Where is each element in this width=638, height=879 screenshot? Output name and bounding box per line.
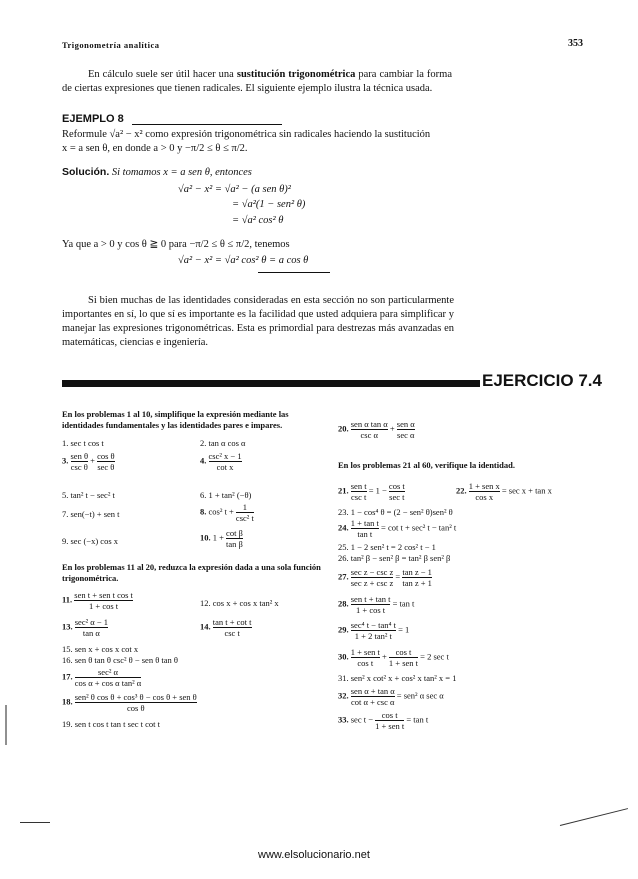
intro-paragraph [62, 68, 452, 96]
numerator: sen α tan α [350, 419, 388, 429]
body-paragraph: Si bien muchas de las identidades consideradas en esta sección no son particularmente importantes en sí, lo que sí es importante es la facilidad que usted adquiera para simplificar y manejar las expresiones trigonométricas. Esta es primordial para destrezas más avanzadas en matemáticas, ciencias e ingeniería. [62, 295, 454, 348]
problem-14 [200, 617, 252, 638]
denominator: cot α + csc α [350, 697, 395, 707]
denominator: csc² t [235, 513, 254, 523]
problem-32 [338, 686, 444, 707]
numerator: sen² θ cos θ + cos³ θ − cos θ + sen θ [74, 692, 197, 702]
problem-1: 1. sec t cos t [62, 438, 104, 448]
problem-10-text: 1 + [212, 532, 224, 543]
problem-8 [200, 502, 254, 523]
fraction [402, 567, 432, 588]
problem-32-text: = sen² α sec α [396, 690, 444, 701]
fraction [226, 528, 243, 549]
problem-11-number: 11. [62, 594, 73, 605]
problem-18-number: 18. [62, 696, 73, 707]
numerator: tan t + cot t [212, 617, 252, 627]
fraction [351, 620, 396, 641]
denominator: sec θ [97, 462, 115, 472]
problem-30-text: = 2 sec t [420, 651, 449, 662]
problem-7: 7. sen(−t) + sen t [62, 509, 120, 519]
denominator: csc α [351, 429, 388, 440]
numerator: cos t [381, 710, 398, 720]
denominator: sec t [389, 492, 405, 502]
fraction [351, 518, 379, 539]
scan-line-left [20, 822, 50, 823]
denominator: cos α + cos α tan² α [74, 678, 142, 688]
problem-25: 25. 1 − 2 sen² t = 2 cos² t − 1 [338, 542, 436, 552]
problem-31: 31. sen² x cot² x + cos² x tan² x = 1 [338, 673, 457, 683]
example-underline [132, 124, 282, 125]
problem-33-number: 33. [338, 714, 349, 725]
problem-20-number: 20. [338, 423, 349, 434]
denominator: tan z + 1 [402, 578, 432, 588]
denominator: cos x [469, 491, 500, 502]
problem-29 [338, 620, 409, 641]
numerator: sec² α − 1 [74, 617, 109, 627]
footer-url: www.elsolucionario.net [258, 849, 370, 861]
fraction [351, 419, 388, 440]
instructions-set-2: En los problemas 11 al 20, reduzca la expresión dada a una sola función trigonométrica. [62, 562, 321, 583]
problem-30-number: 30. [338, 651, 349, 662]
exercise-title: EJERCICIO 7.4 [482, 371, 602, 390]
problem-29-number: 29. [338, 624, 349, 635]
denominator: cos θ [75, 702, 197, 713]
intro-bold-term: sustitución trigonométrica [236, 69, 356, 80]
page-number: 353 [568, 38, 583, 49]
denominator: sec α [397, 430, 415, 440]
problem-29-text: = 1 [398, 624, 410, 635]
numerator: cos t [395, 647, 412, 657]
denominator: sec z + csc z [350, 578, 394, 588]
exercise-banner-bar [62, 380, 480, 387]
problem-10-number: 10. [200, 532, 211, 543]
fraction [74, 590, 133, 611]
fraction [351, 647, 380, 668]
numerator: csc² x − 1 [208, 451, 242, 461]
problem-15: 15. sen x + cos x cot x [62, 644, 139, 654]
problem-21-text: = 1 − [368, 485, 387, 496]
problem-8-text: cos² t + [208, 506, 234, 517]
example-statement-2: x = a sen θ, en donde a > 0 y −π/2 ≤ θ ≤ π/2. [62, 143, 248, 154]
example-statement-1: Reformule √a² − x² como expresión trigonométrica sin radicales haciendo la sustitución [62, 129, 431, 140]
problem-6: 6. 1 + tan² (−θ) [200, 490, 252, 500]
problem-10 [200, 528, 243, 549]
denominator: cos t [351, 657, 380, 668]
numerator: 1 + sen x [468, 481, 500, 491]
instructions-set-3: En los problemas 21 al 60, verifique la identidad. [338, 460, 515, 470]
fraction [375, 710, 404, 731]
fraction [351, 567, 394, 588]
problem-8-number: 8. [200, 506, 207, 517]
equation-3: = √a² cos² θ [232, 215, 284, 226]
problem-3: 3. $\frac{\text{sen θ}}{\text{csc θ}}$ + $\frac{\text{cos θ}}{\text{sec θ}}$ [62, 451, 115, 472]
numerator: sec² α [98, 667, 118, 677]
problem-33-text: sec t − [350, 714, 374, 725]
fraction [351, 594, 391, 615]
numerator: sec⁴ t − tan⁴ t [350, 620, 396, 630]
fraction [97, 451, 115, 472]
denominator: csc θ [70, 462, 88, 472]
fraction [75, 617, 108, 638]
denominator: tan β [226, 539, 243, 549]
problem-22-number: 22. [456, 485, 467, 496]
denominator: 1 + sen t [375, 721, 405, 731]
fraction [397, 419, 415, 440]
running-header: Trigonometría analítica [62, 40, 160, 50]
fraction [209, 451, 242, 472]
problem-23: 23. 1 − cos⁴ θ = (2 − sen² θ)sen² θ [338, 507, 453, 517]
problem-18 [62, 692, 197, 713]
problem-26: 26. tan² β − sen² β = tan² β sen² β [338, 553, 451, 563]
problem-33 [338, 710, 428, 731]
problem-2: 2. tan α cos α [200, 438, 246, 448]
problem-30: 30. $\frac{\text{1 + sen t}}{\text{cos t}}$ + $\frac{\text{cos t}}{\text{1 + sen t}}$ = 2 sec t [338, 647, 449, 668]
problem-24 [338, 518, 456, 539]
problem-20: 20. $\frac{\text{sen α tan α}}{\text{csc α}}$ + $\frac{\text{sen α}}{\text{sec α}}$ [338, 419, 415, 440]
problem-24-number: 24. [338, 522, 349, 533]
problem-11 [62, 590, 133, 611]
fraction [351, 481, 367, 502]
numerator: sen α [396, 419, 415, 429]
problem-13-number: 13. [62, 621, 73, 632]
problem-24-text: = cot t + sec² t − tan² t [381, 522, 457, 533]
denominator: 1 + cos t [74, 600, 133, 611]
problem-4 [200, 451, 242, 472]
problem-16: 16. sen θ tan θ csc² θ − sen θ tan θ [62, 655, 178, 665]
numerator: cot β [226, 528, 243, 538]
denominator: 1 + cos t [351, 604, 391, 615]
numerator: sen θ [70, 451, 89, 461]
numerator: cos t [388, 481, 405, 491]
problem-14-number: 14. [200, 621, 211, 632]
numerator: sen t [350, 481, 367, 491]
problem-12: 12. cos x + cos x tan² x [200, 598, 279, 608]
problem-4-number: 4. [200, 455, 207, 466]
fraction [389, 481, 405, 502]
numerator: cos θ [97, 451, 115, 461]
underline-decoration [258, 272, 330, 273]
equation-2: = √a²(1 − sen² θ) [232, 199, 306, 210]
instructions-set-1: En los problemas 1 al 10, simplifique la expresión mediante las identidades fundamentales y las identidades pares e impares. [62, 409, 289, 430]
denominator: tan α [75, 627, 108, 638]
problem-28-text: = tan t [392, 598, 415, 609]
problem-17 [62, 667, 141, 688]
solution-label: Solución [62, 166, 107, 178]
since-line: Ya que a > 0 y cos θ ≧ 0 para −π/2 ≤ θ ≤ π/2, tenemos [62, 239, 290, 250]
problem-5: 5. tan² t − sec² t [62, 490, 115, 500]
denominator: csc t [350, 492, 367, 502]
problem-9: 9. sec (−x) cos x [62, 536, 119, 546]
problem-22-text: = sec x + tan x [501, 485, 552, 496]
fraction [75, 667, 142, 688]
denominator: 1 + 2 tan² t [351, 630, 396, 641]
numerator: 1 + tan t [350, 518, 379, 528]
fraction [213, 617, 252, 638]
fraction [389, 647, 418, 668]
fraction [71, 451, 89, 472]
problem-28-number: 28. [338, 598, 349, 609]
denominator: 1 + sen t [388, 658, 419, 668]
example-label: EJEMPLO 8 [62, 113, 124, 125]
problem-17-number: 17. [62, 671, 73, 682]
equation-4: √a² − x² = √a² cos² θ = a cos θ [178, 255, 309, 266]
problem-21-number: 21. [338, 485, 349, 496]
intro-text: En cálculo suele ser útil hacer una [88, 69, 237, 80]
numerator: sen α + tan α [350, 686, 395, 696]
numerator: sen t + sen t cos t [74, 590, 133, 600]
equation-1: √a² − x² = √a² − (a sen θ)² [178, 184, 291, 195]
problem-32-number: 32. [338, 690, 349, 701]
scan-mark [5, 705, 7, 745]
numerator: sec z − csc z [350, 567, 394, 577]
numerator: 1 + sen t [350, 647, 380, 657]
numerator: sen t + tan t [350, 594, 391, 604]
intro-text-end: para cambiar la forma de ciertas expresiones que tienen radicales. El siguiente ejemplo ilustra la técnica usada. [62, 69, 452, 94]
solution-line: Solución. Si tomamos x = a sen θ, entonces [62, 166, 252, 178]
problem-28 [338, 594, 414, 615]
fraction [75, 692, 197, 713]
problem-3-number: 3. [62, 455, 69, 466]
numerator: 1 [242, 502, 247, 512]
problem-19: 19. sen t cos t tan t sec t cot t [62, 719, 160, 729]
problem-13 [62, 617, 108, 638]
scan-line-right [560, 808, 628, 826]
denominator: cot x [209, 461, 242, 472]
problem-21 [338, 481, 405, 502]
fraction [236, 502, 254, 523]
denominator: csc t [213, 627, 252, 638]
problem-33-text-end: = tan t [406, 714, 429, 725]
numerator: tan z − 1 [402, 567, 432, 577]
problem-27-number: 27. [338, 571, 349, 582]
fraction [351, 686, 395, 707]
denominator: tan t [351, 528, 379, 539]
problem-22 [456, 481, 552, 502]
solution-intro: Si tomamos x = a sen θ, entonces [111, 167, 252, 178]
problem-27: 27. $\frac{\text{sec z − csc z}}{\text{sec z + csc z}}$ = $\frac{\text{tan z − 1}}{\text{tan z + 1}}$ [338, 567, 432, 588]
fraction [469, 481, 500, 502]
